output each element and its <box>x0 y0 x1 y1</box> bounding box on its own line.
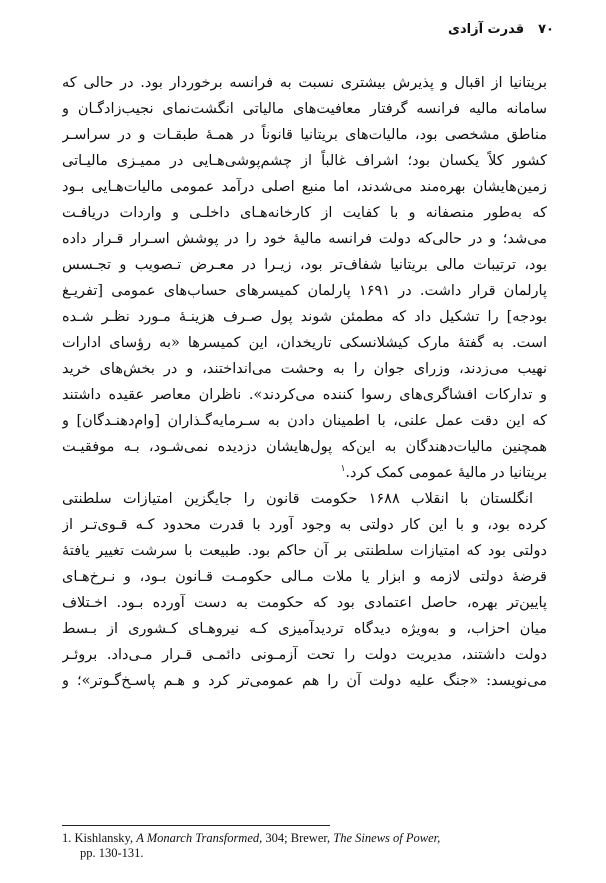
body-line: نهیب می‌زدند، وزرای جوان را به وحشت می‌انداختند، و در بخش‌های خرید <box>62 361 547 377</box>
body-line-paragraph-end <box>62 460 547 486</box>
page-number: ۷۰ <box>538 22 554 37</box>
body-line: زمین‌هایشان بهره‌مند می‌شدند، اما منبع اصلی درآمد عمومی مالیات‌هـایی بـود <box>62 179 547 195</box>
footnote-author-2: Brewer, <box>290 831 331 845</box>
body-line: میان احزاب، و به‌ویژه دیدگاه تردیدآمیزی کـه نیروهـای کـشوری از بـسط <box>62 621 547 637</box>
footnote-pages-2: pp. 130-131. <box>80 846 144 860</box>
footnote-marker: ۱ <box>340 464 346 475</box>
footnote-title-1: A Monarch Transformed, <box>136 831 263 845</box>
body-line: که به‌طور منصفانه و با کفایت از کارخانه‌هـای داخلـی و واردات دریافـت <box>62 205 547 221</box>
body-line: پارلمان قرار داشت. در ۱۶۹۱ پارلمان کمیسرهای حساب‌های عمومی [تفریـغ <box>62 283 547 299</box>
body-line: دولتی بود که امتیازات سلطنتی بر آن حاکم بود. طبیعت با سرشت تغییر یافتهٔ <box>62 543 547 559</box>
footnote-number: 1. <box>62 831 72 845</box>
running-title: قدرت آزادی <box>448 22 525 37</box>
body-line: بریتانیا از اقبال و پذیرش بیشتری نسبت به فرانسه برخوردار بود. در حالی که <box>62 75 547 91</box>
body-line: است. به گفتهٔ مارک کیشلانسکی تاریخدان، این کمیسرها «به رؤسای ادارات <box>62 335 547 351</box>
body-line: که این دقت عمل علنی، با اطمینان دادن به سـرمایه‌گـذاران [وام‌دهنـدگان] و <box>62 413 547 429</box>
body-line: بود، ترتیبات مالی بریتانیا شفاف‌تر بود، زیـرا در معـرض تـصویب و تجـسس <box>62 257 547 273</box>
body-line: قرضهٔ دولتی لازمه و ابزار یا ملات مـالی حکومـت قـانون بـود، و نـرخ‌هـای <box>62 569 547 585</box>
footnote-divider <box>62 825 330 826</box>
body-line: می‌نویسد: «جنگ علیه دولت آن را هم عمومی‌تر کرد و هـم پاسـخ‌گـوتر»؛ و <box>62 673 547 689</box>
running-header <box>448 22 554 37</box>
body-text <box>62 70 547 694</box>
body-line: همچنین مالیات‌دهندگان به این‌که پول‌هایشان دزدیده نمی‌شـود، بـه موفقیـت <box>62 439 547 455</box>
body-line: پایین‌تر بهره، حاصل اعتمادی بود که حکومت به دست آورده بـود. اخـتلاف <box>62 595 547 611</box>
footnote-author-1: Kishlansky, <box>74 831 134 845</box>
body-line: کرده بود، و با این کار دولتی به وجود آورد با قدرت محدود کـه قـوی‌تـر از <box>62 517 547 533</box>
body-line: بودجه] را تشکیل داد که مطمئن شوند پول صـرف هزینـهٔ مـورد نظـر شـده <box>62 309 547 325</box>
body-line: دولت داشتند، مدیریت دولت را تحت آزمـونی دائمـی قـرار مـی‌داد. بروئـر <box>62 647 547 663</box>
footnote-title-2: The Sinews of Power, <box>333 831 441 845</box>
footnote-page-1: 304; <box>265 831 288 845</box>
body-line-paragraph-start: انگلستان با انقلاب ۱۶۸۸ حکومت قانون را جایگزین امتیازات سلطنتی <box>62 491 533 507</box>
body-line: سامانه مالیه فرانسه گرفتار معافیت‌های مالیاتی انگشت‌نمای نجیب‌زادگـان و <box>62 101 547 117</box>
body-line: کشور کلاً یکسان بود؛ اشراف غالباً از چشم‌پوشی‌هـایی در ممیـزی مالیـاتی <box>62 153 547 169</box>
body-line: می‌شد؛ و در حالی‌که دولت فرانسه مالیهٔ خود را در پوشش اسـرار قـرار داده <box>62 231 547 247</box>
footnote <box>62 831 547 861</box>
body-line-text: بریتانیا در مالیهٔ عمومی کمک کرد. <box>345 465 547 481</box>
body-line: مناطق مشخصی بود، مالیات‌های بریتانیا قانوناً در همـهٔ طبقـات و در سراسـر <box>62 127 547 143</box>
body-line: و تدارکات افشاگری‌های رسوا کننده می‌کردند». ناظران معاصر عقیده داشتند <box>62 387 547 403</box>
